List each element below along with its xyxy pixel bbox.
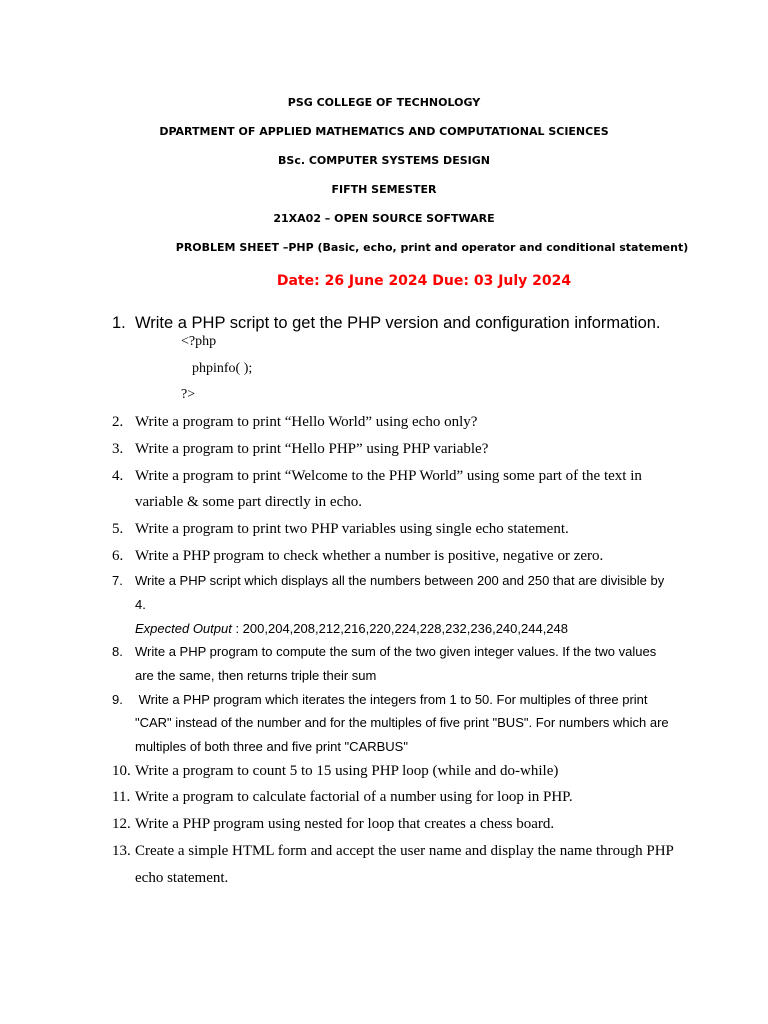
college-name: PSG COLLEGE OF TECHNOLOGY	[287, 96, 481, 109]
question-text: multiples of both three and five print "CARBUS"	[135, 739, 408, 754]
question-number: 6.	[112, 548, 124, 564]
course-title: 21XA02 – OPEN SOURCE SOFTWARE	[273, 212, 495, 225]
question-text: echo statement.	[135, 870, 229, 886]
question-number: 3.	[112, 441, 124, 457]
question-number: 10.	[112, 763, 131, 779]
question-number: 9.	[112, 692, 123, 707]
question-number: 4.	[112, 468, 124, 484]
question-text: Write a program to print “Hello PHP” using PHP variable?	[135, 441, 489, 457]
question-text: Write a PHP script which displays all the numbers between 200 and 250 that are divisible by	[135, 573, 665, 588]
question-text: Write a PHP program which iterates the integers from 1 to 50. For multiples of three print	[135, 692, 648, 707]
question-number: 13.	[112, 843, 131, 859]
question-text: Write a program to calculate factorial of a number using for loop in PHP.	[135, 789, 573, 805]
question-text: Write a PHP program to check whether a number is positive, negative or zero.	[135, 548, 604, 564]
question-text: 4.	[135, 597, 146, 612]
question-text: variable & some part directly in echo.	[135, 494, 362, 510]
question-number: 2.	[112, 414, 124, 430]
question-text: Create a simple HTML form and accept the user name and display the name through PHP	[135, 843, 674, 859]
date-line: Date: 26 June 2024 Due: 03 July 2024	[276, 273, 572, 289]
code-line: phpinfo( );	[192, 361, 253, 376]
question-text: Write a program to print two PHP variables using single echo statement.	[135, 521, 569, 537]
code-line: ?>	[181, 387, 196, 402]
question-text: Write a PHP script to get the PHP version and configuration information.	[135, 314, 661, 332]
question-number: 7.	[112, 573, 123, 588]
semester-label: FIFTH SEMESTER	[331, 183, 437, 196]
question-text: Write a program to print “Hello World” using echo only?	[135, 414, 478, 430]
question-text: Write a PHP program to compute the sum of the two given integer values. If the two values	[135, 644, 657, 659]
question-text: Write a PHP program using nested for loop that creates a chess board.	[135, 816, 555, 832]
question-number: 12.	[112, 816, 131, 832]
expected-output-label: Expected Output	[135, 621, 232, 636]
question-text: "CAR" instead of the number and for the multiples of five print "BUS". For numbers which are	[135, 715, 669, 730]
question-number: 1.	[112, 314, 126, 332]
question-text: Write a program to print “Welcome to the PHP World” using some part of the text in	[135, 468, 642, 484]
program-name: BSc. COMPUTER SYSTEMS DESIGN	[278, 154, 490, 167]
question-number: 8.	[112, 644, 123, 659]
code-line: <?php	[181, 334, 217, 349]
question-text: are the same, then returns triple their sum	[135, 668, 377, 683]
question-text: Write a program to count 5 to 15 using PHP loop (while and do-while)	[135, 763, 559, 779]
problem-sheet-title: PROBLEM SHEET –PHP (Basic, echo, print and operator and conditional statement)	[175, 241, 689, 254]
department-name: DPARTMENT OF APPLIED MATHEMATICS AND COMPUTATIONAL SCIENCES	[159, 125, 609, 138]
question-number: 5.	[112, 521, 124, 537]
question-number: 11.	[112, 789, 131, 805]
expected-output-value: : 200,204,208,212,216,220,224,228,232,236,240,244,248	[231, 621, 568, 636]
